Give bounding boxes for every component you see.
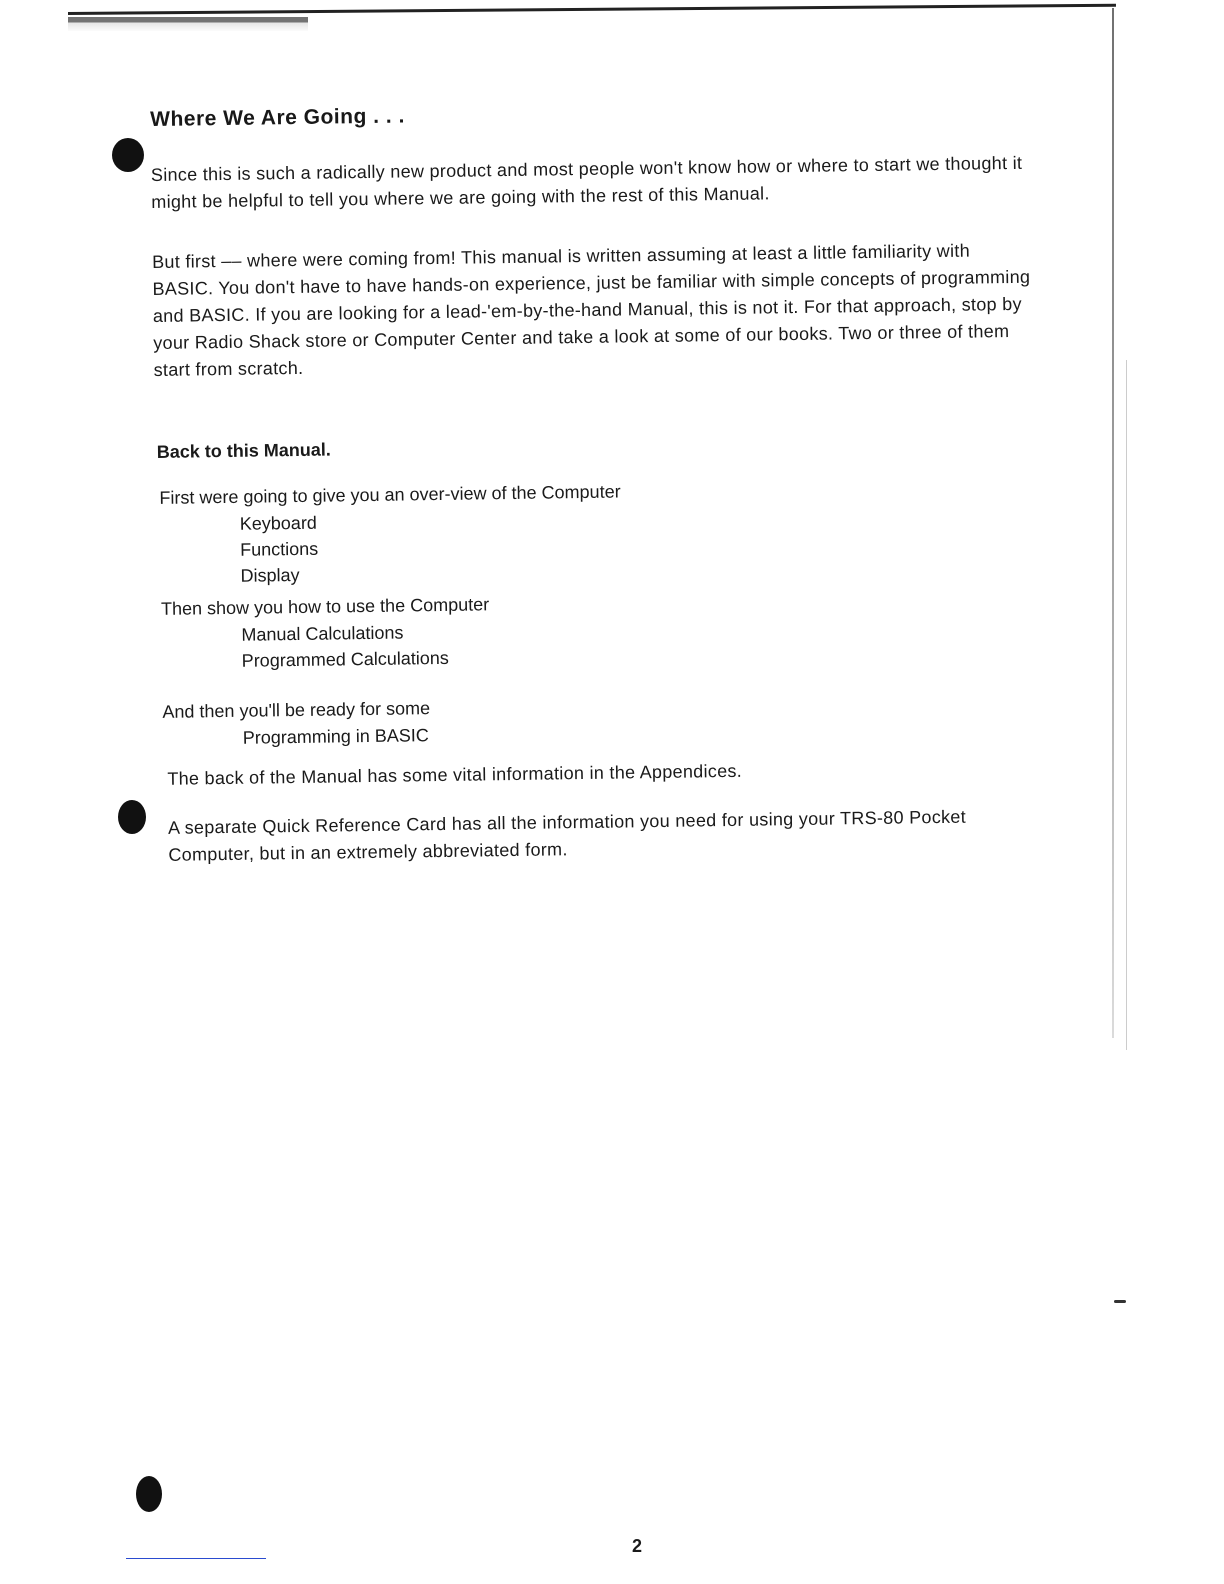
punch-hole-middle — [118, 800, 146, 834]
scan-tick-mark — [1114, 1300, 1126, 1303]
page-title: Where We Are Going . . . — [150, 104, 405, 131]
page-number: 2 — [632, 1536, 643, 1556]
list-item: Programming in BASIC — [242, 725, 430, 748]
scan-right-edge — [1112, 8, 1114, 1038]
intro-paragraph: Since this is such a radically new product and most people won't know how or where to start we thought it might be helpful to tell you where we are going with the rest of this Manual. — [150, 152, 1023, 212]
scan-top-shadow — [68, 17, 308, 31]
punch-hole-top — [112, 138, 144, 172]
outline-list — [240, 499, 1057, 588]
outline-intro: Then show you how to use the Computer — [160, 594, 490, 619]
scan-bottom-line — [126, 1558, 266, 1559]
background-paragraph: But first –– where were coming from! This manual is written assuming at least a little familiarity with BASIC. You don't have to have hands-on experience, just be familiar with simple concepts of programming and BASIC. If you are looking for a lead-'em-by-the-hand Manual, this is not it. For that approach, stop by your Radio Shack store or Computer Center and take a look at some of our books. Two or three of them start from scratch. — [152, 240, 1031, 380]
appendices-paragraph: The back of the Manual has some vital information in the Appendices. — [167, 760, 743, 789]
outline-list — [241, 610, 1058, 673]
outline-group-programming — [158, 686, 1059, 752]
outline-intro: And then you'll be ready for some — [162, 698, 431, 722]
list-item: Functions — [240, 538, 319, 560]
list-item: Programmed Calculations — [241, 647, 449, 671]
reference-card-paragraph: A separate Quick Reference Card has all the information you need for using your TRS-80 Pocket Computer, but in an extremely abbreviated form. — [167, 806, 967, 865]
section-subheading: Back to this Manual. — [156, 439, 331, 462]
list-item: Display — [240, 564, 300, 586]
punch-hole-bottom — [136, 1476, 162, 1512]
scan-top-rule — [68, 4, 1116, 15]
page-content — [150, 95, 1061, 868]
outline-group-overview — [155, 472, 1056, 590]
outline-intro: First were going to give you an over-view of the Computer — [159, 481, 621, 508]
list-item: Keyboard — [239, 512, 318, 534]
outline-group-usage — [157, 583, 1058, 675]
scan-right-edge-faint — [1126, 360, 1127, 1050]
list-item: Manual Calculations — [241, 622, 404, 645]
